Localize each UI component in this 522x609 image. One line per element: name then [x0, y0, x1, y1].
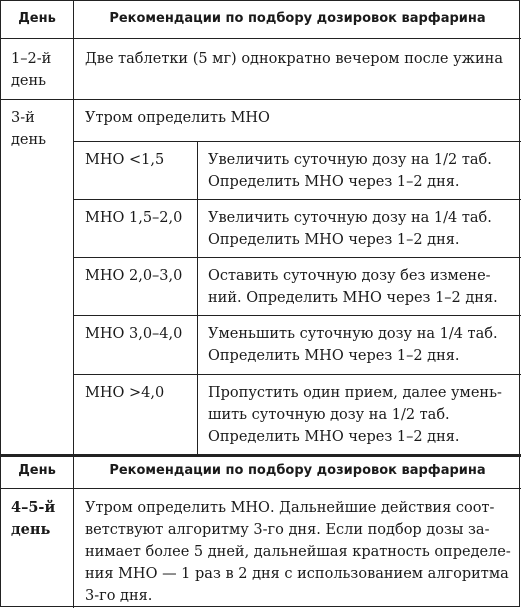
inr-range: МНО >4,0: [85, 385, 165, 401]
day-label-4-5: 4–5-й день: [11, 499, 56, 538]
inr-range: МНО 3,0–4,0: [85, 326, 183, 342]
row-divider: [1, 99, 521, 100]
inr-range: МНО 1,5–2,0: [85, 210, 183, 226]
row-divider: [1, 488, 521, 489]
day-label-3: 3-й день: [11, 110, 47, 148]
column-header-recommendations: Рекомендации по подбору дозировок варфарина: [109, 463, 486, 478]
recommendation-day-1-2: Две таблетки (5 мг) однократно вечером после ужина: [85, 51, 503, 67]
inr-action: Пропустить один прием, далее умень- шить суточную дозу на 1/2 таб. Определить МНО через 1–2 дня.: [208, 385, 502, 445]
column-divider: [73, 1, 74, 608]
row-divider: [1, 38, 521, 39]
row-divider: [73, 199, 521, 200]
section-divider: [1, 454, 521, 457]
day-label-1-2: 1–2-й день: [11, 51, 52, 89]
row-divider: [73, 374, 521, 375]
column-header-day: День: [18, 11, 56, 26]
inr-action: Оставить суточную дозу без измене- ний. Определить МНО через 1–2 дня.: [208, 268, 498, 306]
recommendation-day-4-5: Утром определить МНО. Дальнейшие действия соот- ветствуют алгоритму 3-го дня. Если подбор дозы за- нимает более 5 дней, дальнейшая кратность определе- ния МНО — 1 раз в 2 дня с использованием алгоритма 3-го дня.: [85, 500, 511, 604]
column-header-day: День: [18, 463, 56, 478]
inr-range: МНО 2,0–3,0: [85, 268, 183, 284]
inr-range: МНО <1,5: [85, 152, 165, 168]
column-header-recommendations: Рекомендации по подбору дозировок варфарина: [109, 11, 486, 26]
inr-action: Уменьшить суточную дозу на 1/4 таб. Определить МНО через 1–2 дня.: [208, 326, 498, 364]
column-divider: [197, 141, 198, 454]
inr-action: Увеличить суточную дозу на 1/2 таб. Определить МНО через 1–2 дня.: [208, 152, 492, 190]
recommendation-day-3-intro: Утром определить МНО: [85, 110, 270, 126]
inr-action: Увеличить суточную дозу на 1/4 таб. Определить МНО через 1–2 дня.: [208, 210, 492, 248]
row-divider: [73, 257, 521, 258]
row-divider: [73, 141, 521, 142]
row-divider: [73, 315, 521, 316]
